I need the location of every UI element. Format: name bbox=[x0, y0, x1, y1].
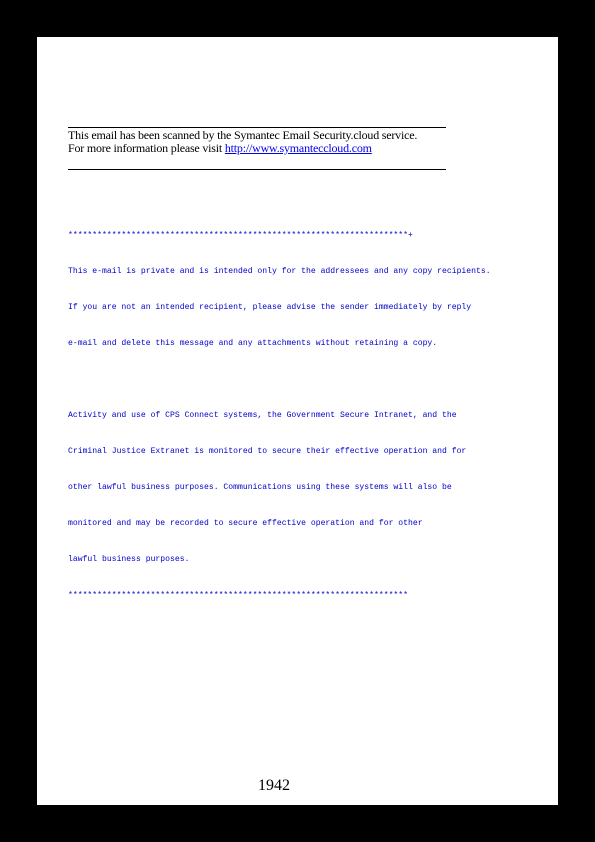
monitoring-line-3: other lawful business purposes. Communications using these systems will also be bbox=[68, 483, 452, 492]
page-number: 1942 bbox=[258, 777, 290, 794]
scan-notice-line-2 bbox=[68, 142, 417, 155]
monitoring-line-2: Criminal Justice Extranet is monitored to secure their effective operation and for bbox=[68, 447, 467, 456]
disclaimer-stars-bottom: ********************************************************************** bbox=[68, 591, 408, 600]
document-page bbox=[37, 37, 558, 805]
privacy-line-3: e-mail and delete this message and any attachments without retaining a copy. bbox=[68, 339, 438, 348]
monitoring-line-5: lawful business purposes. bbox=[68, 555, 190, 564]
bottom-divider bbox=[68, 169, 446, 170]
scan-notice-prefix: For more information please visit bbox=[68, 141, 225, 155]
monitoring-line-1: Activity and use of CPS Connect systems, the Government Secure Intranet, and the bbox=[68, 411, 457, 420]
scan-notice bbox=[68, 129, 417, 155]
scan-notice-line-1: This email has been scanned by the Symantec Email Security.cloud service. bbox=[68, 128, 418, 142]
privacy-line-2: If you are not an intended recipient, please advise the sender immediately by reply bbox=[68, 303, 472, 312]
email-disclaimer bbox=[68, 206, 491, 626]
monitoring-line-4: monitored and may be recorded to secure effective operation and for other bbox=[68, 519, 423, 528]
privacy-line-1: This e-mail is private and is intended only for the addressees and any copy recipients. bbox=[68, 267, 491, 276]
paragraph-gap bbox=[68, 374, 491, 386]
symanteccloud-link[interactable]: http://www.symanteccloud.com bbox=[224, 141, 372, 155]
disclaimer-stars-top: **********************************************************************+ bbox=[68, 231, 413, 240]
